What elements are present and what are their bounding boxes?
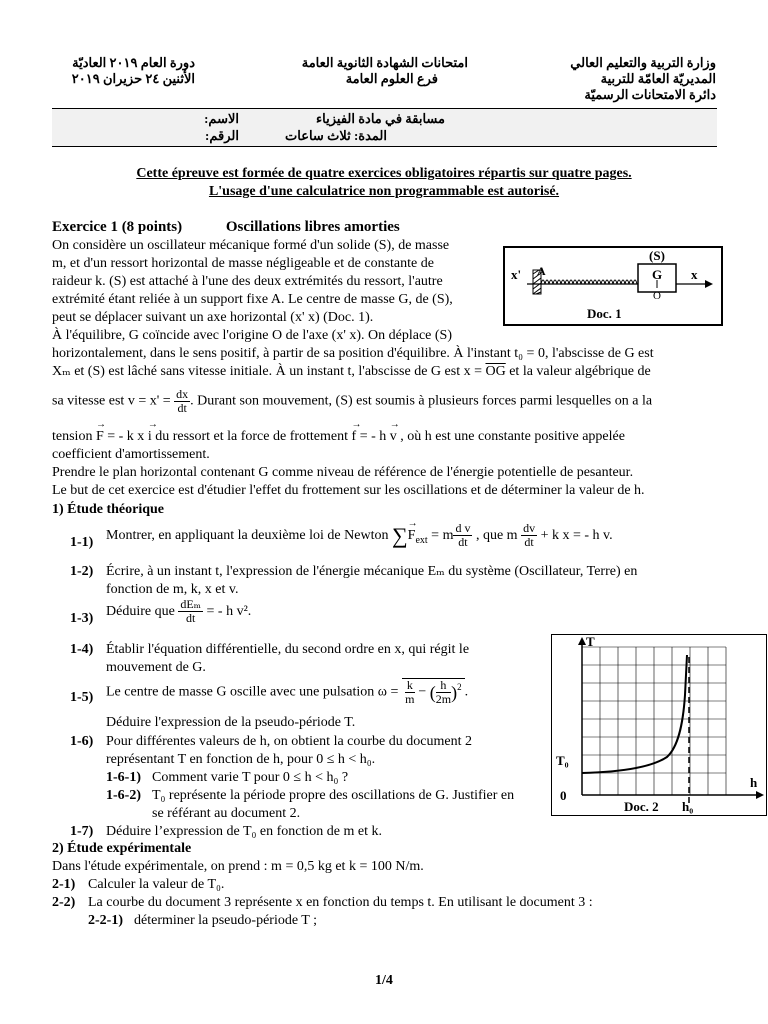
question-text: Comment varie T pour 0 ≤ h < h₀ ? [152, 770, 349, 785]
question-text: La courbe du document 3 représente x en fonction du temps t. En utilisant le document 3 : [88, 895, 593, 910]
intro-line: Xₘ et (S) est lâché sans vitesse initiale. À un instant t, l'abscisse de G est $x = \overline{OG}$ et la valeur algébrique de [52, 364, 651, 379]
question-text: Établir l'équation différentielle, du second ordre en x, qui régit le [106, 642, 470, 657]
doc2-h-label: h [750, 775, 758, 790]
question-text: Déduire que $\frac{\text{dEₘ}}{dt}$ = - h v². [106, 597, 252, 625]
question-text: mouvement de G. [106, 660, 206, 675]
section-intro: Dans l'étude expérimentale, on prend : m = 0,5 kg et k = 100 N/m. [52, 859, 424, 874]
subject-label: مسابقة في مادة الفيزياء [316, 111, 445, 126]
doc1-x-label: x [691, 267, 698, 282]
omega-formula: $\frac{k}{m}$ − ( $\frac{h}{2m}$ )$^2$ [402, 678, 465, 706]
header-line: وزارة التربية والتعليم العالي [570, 55, 716, 70]
question-number: 2-1) [52, 877, 76, 892]
header-line: دورة العام ٢٠١٩ العاديّة [72, 55, 195, 70]
t-axis-arrow-icon [578, 637, 586, 645]
intro-line: tension → F = - k x → i du ressort et la force de frottement → f = - h → v , où h est une constante positive appelée [52, 428, 625, 446]
question-text: T₀ représente la période propre des oscillations de G. Justifier en [152, 788, 515, 803]
doc2-t0-label: T₀ [556, 753, 569, 768]
vector-f-tension: → F [96, 428, 104, 446]
header-line: دائرة الامتحانات الرسميّة [584, 87, 716, 102]
fraction-dv-dt: $\frac{\text{d v}}{dt}$ [455, 521, 471, 550]
header-line: فرع العلوم العامة [345, 71, 438, 86]
intro-line: m, et d'un ressort horizontal de masse négligeable et de constante de [52, 256, 434, 271]
header-line: الأثنين ٢٤ حزيران ٢٠١٩ [71, 71, 195, 86]
question-number: 1-6-1) [106, 770, 141, 785]
doc1-solid-label: (S) [649, 248, 665, 263]
question-number: 1-4) [70, 642, 94, 657]
question-number: 1-2) [70, 564, 94, 579]
question-number: 2-2) [52, 895, 76, 910]
intro-line: sa vitesse est v = x' = $\frac{dx}{dt}$ . Durant son mouvement, (S) est soumis à plusieurs forces parmi lesquelles on a la [52, 387, 653, 415]
axis-arrow-icon [705, 280, 713, 288]
exam-info-box [52, 108, 717, 147]
exam-notice-line: Cette épreuve est formée de quatre exercices obligatoires répartis sur quatre pages. [136, 166, 632, 181]
question-text: fonction de m, k, x et v. [106, 582, 239, 597]
question-text: Montrer, en appliquant la deuxième loi de Newton ∑→ $F_{ext} = m$ $\frac{\text{d v}}{dt}$ , que m $\frac{dv}{dt}$ + k x = - h v. [106, 522, 613, 550]
doc2-graph [552, 635, 766, 815]
section-title: 2) Étude expérimentale [52, 841, 192, 856]
intro-line: horizontalement, dans le sens positif, à partir de sa position d'équilibre. À l'instant t₀ = 0, l'abscisse de G est [52, 346, 654, 361]
question-text: représentant T en fonction de h, pour 0 ≤ h < h₀. [106, 752, 376, 767]
doc2-figure [551, 634, 767, 816]
header-exam [302, 55, 468, 87]
doc2-caption: Doc. 2 [624, 799, 659, 814]
header-ministry [570, 55, 716, 103]
header-line: امتحانات الشهادة الثانوية العامة [301, 55, 468, 70]
spring [541, 280, 637, 284]
question-text: se référant au document 2. [152, 806, 301, 821]
number-label: الرقم: [205, 128, 239, 143]
question-number: 1-6-2) [106, 788, 141, 803]
doc2-origin-label: 0 [560, 788, 567, 803]
question-text: Calculer la valeur de T₀. [88, 877, 225, 892]
doc1-xprime-label: x' [511, 267, 522, 282]
intro-line: extrémité étant reliée à un support fixe A. Le centre de masse G, de (S), [52, 292, 453, 307]
doc2-h0-label: h₀ [682, 799, 694, 814]
question-text: Pour différentes valeurs de h, on obtient la courbe du document 2 [106, 734, 472, 749]
vector-og: $\overline{OG}$ [485, 364, 506, 379]
intro-line: coefficient d'amortissement. [52, 447, 210, 462]
intro-line: raideur k. (S) est attaché à l'une des deux extrémités du ressort, l'autre [52, 274, 443, 289]
intro-line: Le but de cet exercice est d'étudier l'effet du frottement sur les oscillations et de déterminer la valeur de h. [52, 483, 645, 498]
question-text: Le centre de masse G oscille avec une pulsation ω = $\frac{k}{m}$ − ( $\frac{h}{2m}$ )$^2$ . [106, 678, 469, 706]
header-session [72, 55, 195, 87]
exercise-title [52, 218, 400, 237]
fraction-dem-dt: $\frac{\text{dEₘ}}{dt}$ [180, 597, 202, 625]
exercise-topic: Oscillations libres amorties [225, 219, 400, 235]
doc1-figure [503, 246, 723, 326]
h-axis-arrow-icon [756, 791, 764, 799]
vector-f-friction: → f [352, 428, 357, 446]
doc1-diagram [505, 248, 721, 324]
question-number: 1-6) [70, 734, 94, 749]
vector-i: → i [148, 428, 152, 446]
intro-line: Prendre le plan horizontal contenant G comme niveau de référence de l'énergie potentielle de pesanteur. [52, 465, 634, 480]
doc2-t-label: T [586, 635, 595, 649]
fraction-dx-dt: $\frac{dx}{dt}$ [176, 387, 189, 415]
question-number: 1-7) [70, 824, 94, 839]
header-line: المديريّة العامّة للتربية [600, 71, 716, 86]
fraction-dv-dt-scalar: $\frac{dv}{dt}$ [523, 521, 536, 550]
doc1-caption: Doc. 1 [587, 306, 622, 321]
doc1-g-label: G [651, 267, 663, 282]
page-number: 1/4 [375, 973, 393, 988]
intro-line: On considère un oscillateur mécanique formé d'un solide (S), de masse [52, 238, 450, 253]
question-text: Déduire l’expression de T₀ en fonction de m et k. [106, 824, 382, 839]
doc1-a-label: A [537, 264, 546, 278]
question-text: Écrire, à un instant t, l'expression de l'énergie mécanique Eₘ du système (Oscillateur, Terre) en [106, 564, 638, 579]
exam-notice-line: L'usage d'une calculatrice non programmable est autorisé. [208, 184, 560, 199]
exercise-heading: Exercice 1 (8 points) [52, 219, 183, 235]
question-number: 1-3) [70, 611, 94, 626]
question-number: 1-5) [70, 690, 94, 705]
question-number: 1-1) [70, 535, 94, 550]
question-number: 2-2-1) [88, 913, 123, 928]
question-text: Déduire l'expression de la pseudo-période T. [106, 715, 356, 730]
vector-v: → v [390, 428, 397, 446]
section-title: 1) Étude théorique [52, 502, 164, 517]
doc1-o-label: O [653, 290, 661, 302]
duration-label: المدة: ثلاث ساعات [285, 128, 387, 143]
intro-line: peut se déplacer suivant un axe horizontal (x' x) (Doc. 1). [52, 310, 374, 325]
name-label: الاسم: [204, 111, 239, 126]
intro-line: À l'équilibre, G coïncide avec l'origine O de l'axe (x' x). On déplace (S) [52, 328, 452, 343]
question-text: déterminer la pseudo-période T ; [134, 913, 317, 928]
